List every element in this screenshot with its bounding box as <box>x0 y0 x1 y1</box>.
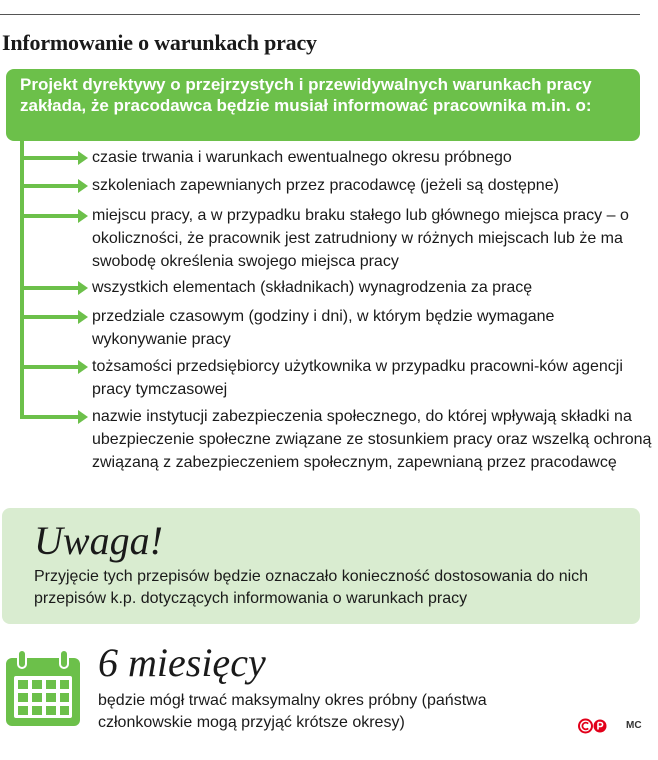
list-item-text: wszystkich elementach (składnikach) wynagrodzenia za pracę <box>92 279 533 296</box>
list-item-text: czasie trwania i warunkach ewentualnego okresu próbnego <box>92 149 512 166</box>
page-title: Informowanie o warunkach pracy <box>2 30 317 55</box>
stat-text: będzie mógł trwać maksymalny okres próbny (państwa członkowskie mogą przyjąć krótsze okresy) <box>98 692 487 731</box>
list-branch <box>20 415 80 419</box>
list-branch <box>20 184 80 188</box>
list-item-text: nazwie instytucji zabezpieczenia społecznego, do której wpływają składki na ubezpieczenie społeczne związane ze stosunkiem pracy oraz wszelką ochroną związaną z zabezpieczeniem społecznym, zapewnianą przez pracodawcę <box>92 408 652 471</box>
arrow-icon <box>78 281 88 295</box>
list-item-text: szkoleniach zapewnianych przez pracodawcę (jeżeli są dostępne) <box>92 177 559 194</box>
list-branch <box>20 365 80 369</box>
arrow-icon <box>78 209 88 223</box>
top-rule <box>0 14 640 15</box>
list-branch <box>20 286 80 290</box>
arrow-icon <box>78 360 88 374</box>
list-item-text: miejscu pracy, a w przypadku braku stałego lub głównego miejsca pracy – o okoliczności, że pracownik jest zatrudniony w różnych miejscach lub że ma swobodę określenia swojego miejsca pracy <box>92 207 629 270</box>
note-text: Przyjęcie tych przepisów będzie oznaczało konieczność dostosowania do nich przepisów k.p. dotyczących informowania o warunkach pracy <box>34 568 589 607</box>
list-connector-line <box>20 140 24 416</box>
arrow-icon <box>78 179 88 193</box>
stat-value: 6 miesięcy <box>98 640 266 685</box>
list-branch <box>20 214 80 218</box>
calendar-icon <box>4 648 82 728</box>
copyright-logo <box>578 718 608 734</box>
lead-text: Projekt dyrektywy o przejrzystych i przewidywalnych warunkach pracy zakłada, że pracodawca będzie musiał informować pracownika m.in. o: <box>20 75 592 115</box>
list-item-text: przedziale czasowym (godziny i dni), w którym będzie wymagane wykonywanie pracy <box>92 308 555 348</box>
list-branch <box>20 156 80 160</box>
arrow-icon <box>78 410 88 424</box>
arrow-icon <box>78 151 88 165</box>
author-credit: MC <box>626 720 642 731</box>
list-branch <box>20 315 80 319</box>
list-item-text: tożsamości przedsiębiorcy użytkownika w przypadku pracowni-ków agencji pracy tymczasowej <box>92 358 623 398</box>
arrow-icon <box>78 310 88 324</box>
note-title: Uwaga! <box>34 518 163 563</box>
